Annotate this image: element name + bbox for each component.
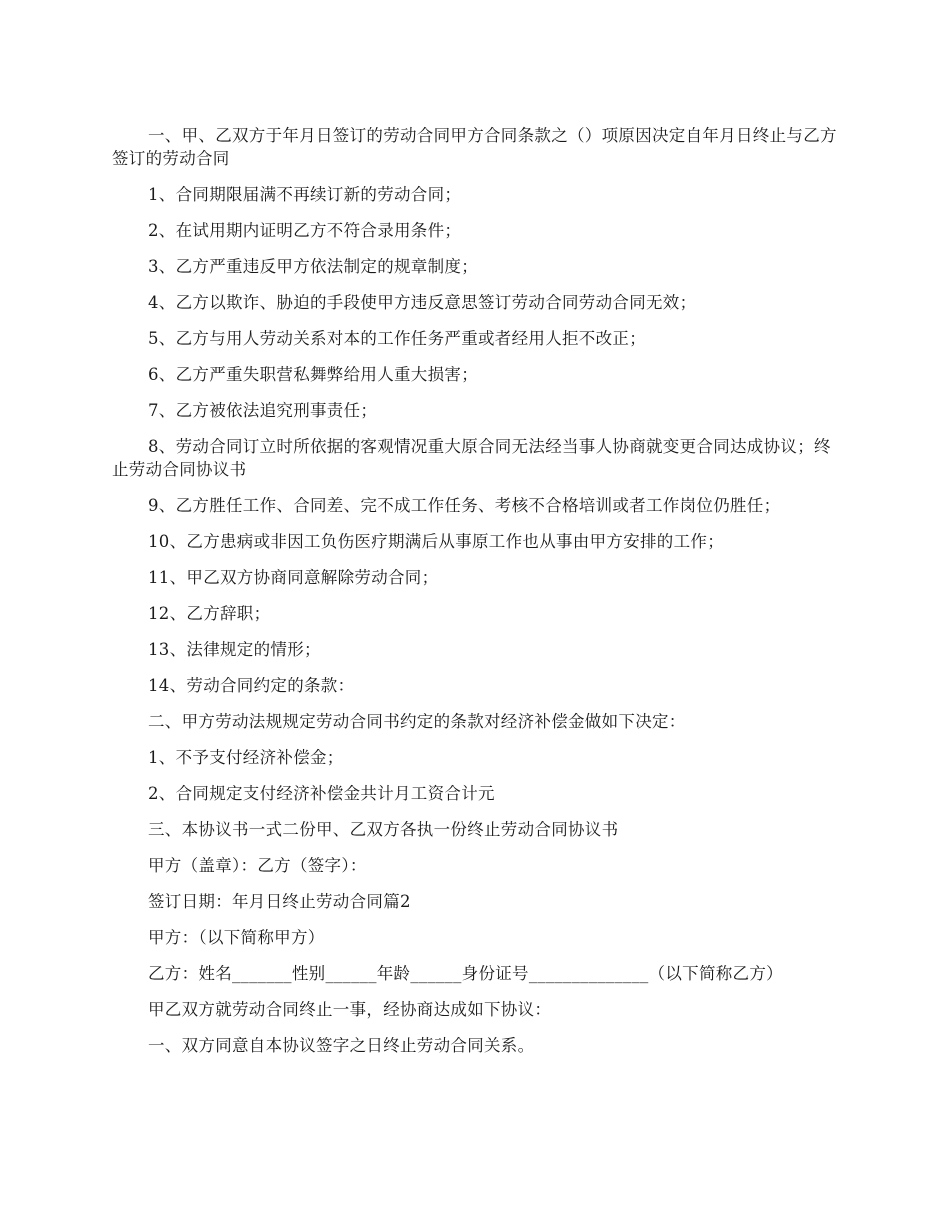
clause-1-contract-expiry: 1、合同期限届满不再续订新的劳动合同； [148, 185, 462, 204]
clause-11-mutual-agreement: 11、甲乙双方协商同意解除劳动合同； [148, 568, 439, 587]
compensation-item-1: 1、不予支付经济补偿金； [148, 748, 344, 767]
clause-13-legal-circumstances: 13、法律规定的情形； [148, 640, 321, 659]
agreement-intro: 甲乙双方就劳动合同终止一事，经协商达成如下协议： [148, 1000, 552, 1019]
clause-12-resignation: 12、乙方辞职； [148, 604, 271, 623]
paragraph-compensation-decision: 二、甲方劳动法规规定劳动合同书约定的条款对经济补偿金做如下决定： [148, 712, 686, 731]
party-b-line: 乙方：姓名_______性别______年龄______身份证号______________（以下简称乙方） [148, 964, 783, 983]
signature-line: 甲方（盖章）：乙方（签字）： [148, 856, 367, 875]
clause-4-fraud: 4、乙方以欺诈、胁迫的手段使甲方违反意思签订劳动合同劳动合同无效； [148, 293, 697, 312]
compensation-item-2: 2、合同规定支付经济补偿金共计月工资合计元 [148, 784, 495, 803]
document-body [112, 124, 842, 1070]
clause-3-rule-violation: 3、乙方严重违反甲方依法制定的规章制度； [148, 257, 478, 276]
signing-date-line: 签订日期：年月日终止劳动合同篇2 [148, 892, 411, 911]
paragraph-termination-intro: 一、甲、乙双方于年月日签订的劳动合同甲方合同条款之（）项原因决定自年月日终止与乙方签订的劳动合同 [112, 126, 837, 168]
clause-10-illness: 10、乙方患病或非因工负伤医疗期满后从事原工作也从事由甲方安排的工作； [148, 532, 724, 551]
clause-6-misconduct: 6、乙方严重失职营私舞弊给用人重大损害； [148, 365, 478, 384]
clause-9-incompetence: 9、乙方胜任工作、合同差、完不成工作任务、考核不合格培训或者工作岗位仍胜任； [148, 496, 781, 515]
clause-7-criminal-liability: 7、乙方被依法追究刑事责任； [148, 401, 378, 420]
paragraph-copies: 三、本协议书一式二份甲、乙双方各执一份终止劳动合同协议书 [148, 820, 619, 839]
clause-14-agreed-terms: 14、劳动合同约定的条款： [148, 676, 355, 695]
clause-2-probation: 2、在试用期内证明乙方不符合录用条件； [148, 221, 462, 240]
clause-5-concurrent-employment: 5、乙方与用人劳动关系对本的工作任务严重或者经用人拒不改正； [148, 329, 646, 348]
party-a-line: 甲方：（以下简称甲方） [148, 928, 325, 947]
agreement-clause-1: 一、双方同意自本协议签字之日终止劳动合同关系。 [148, 1036, 535, 1055]
clause-8-changed-circumstances: 8、劳动合同订立时所依据的客观情况重大原合同无法经当事人协商就变更合同达成协议；终止劳动合同协议书 [112, 437, 831, 479]
